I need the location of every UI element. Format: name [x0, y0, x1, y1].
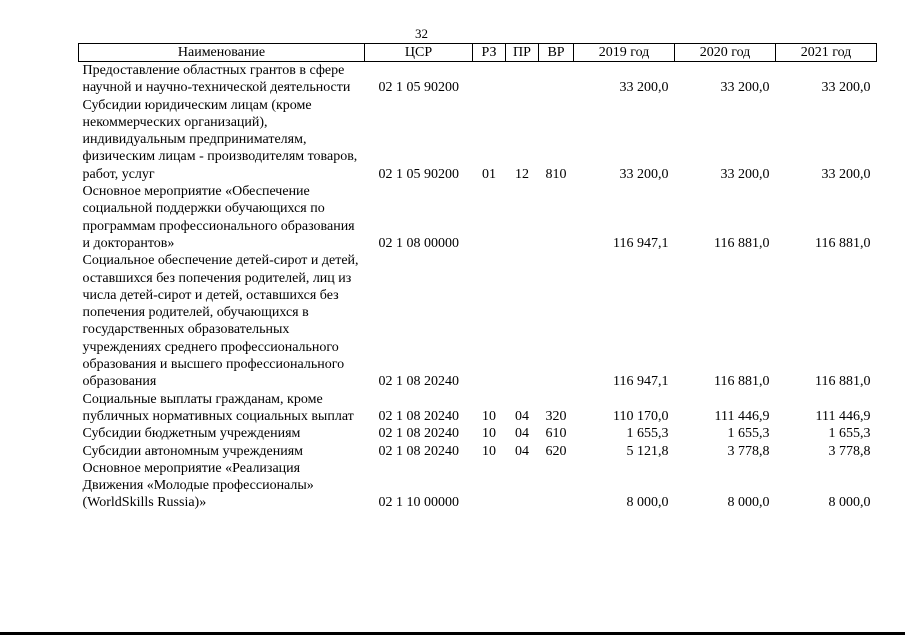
row-2019: 116 947,1 — [613, 374, 669, 390]
row-vr: 620 — [545, 443, 567, 459]
row-csr: 02 1 08 20240 — [378, 408, 459, 424]
row-pr: 04 — [515, 426, 529, 442]
row-name: Субсидии юридическим лицам (кроме некоммерческих организаций), индивидуальным предпринимателям, физическим лицам - производителям товаров, работ, услуг — [82, 97, 358, 182]
table-row — [79, 391, 877, 426]
row-vr — [539, 62, 574, 97]
row-2020: 33 200,0 — [720, 80, 770, 96]
budget-table — [78, 43, 877, 512]
header-csr: ЦСР — [365, 44, 473, 62]
row-2019: 33 200,0 — [619, 80, 669, 96]
page-bottom-border — [0, 632, 905, 635]
row-vr: 810 — [545, 166, 567, 182]
row-2021: 1 655,3 — [828, 426, 871, 442]
row-2021: 33 200,0 — [821, 166, 871, 182]
row-2019: 33 200,0 — [619, 166, 669, 182]
row-2019: 116 947,1 — [613, 235, 669, 251]
row-2019: 1 655,3 — [626, 426, 669, 442]
row-name: Основное мероприятие «Реализация Движения «Молодые профессионалы» (WorldSkills Russia)» — [82, 460, 314, 511]
row-name: Основное мероприятие «Обеспечение социальной поддержки обучающихся по программам профессионального образования и докторантов» — [82, 184, 355, 251]
row-pr: 04 — [515, 443, 529, 459]
row-pr — [506, 460, 539, 512]
row-2021: 116 881,0 — [815, 374, 871, 390]
row-pr: 12 — [515, 166, 529, 182]
row-rz — [473, 62, 506, 97]
row-name: Социальные выплаты гражданам, кроме публичных нормативных социальных выплат — [82, 391, 354, 424]
page-number — [0, 27, 905, 41]
header-name: Наименование — [79, 44, 365, 62]
table-row — [79, 425, 877, 442]
row-2020: 1 655,3 — [727, 426, 770, 442]
row-csr: 02 1 08 20240 — [378, 426, 459, 442]
row-2019: 110 170,0 — [613, 408, 669, 424]
row-rz: 01 — [482, 166, 496, 182]
row-name: Предоставление областных грантов в сфере научной и научно-технической деятельности — [82, 63, 351, 96]
row-rz: 10 — [482, 426, 496, 442]
table-row — [79, 183, 877, 252]
page-number-text: 32 — [415, 26, 428, 41]
header-2019: 2019 год — [574, 44, 675, 62]
row-name: Социальное обеспечение детей-сирот и детей, оставшихся без попечения родителей, лиц из числа детей-сирот и детей, оставшихся без попечения родителей, обучающихся в государственных образовательных учреждениях среднего профессионального образования и высшего профессионального образования — [82, 253, 359, 390]
row-csr: 02 1 05 90200 — [378, 166, 459, 182]
row-csr: 02 1 08 20240 — [378, 374, 459, 390]
row-vr: 610 — [545, 426, 567, 442]
row-rz: 10 — [482, 443, 496, 459]
row-rz — [473, 460, 506, 512]
row-2021: 33 200,0 — [821, 80, 871, 96]
row-vr — [539, 183, 574, 252]
row-pr — [506, 252, 539, 390]
header-2021: 2021 год — [776, 44, 877, 62]
table-header-row — [79, 44, 877, 62]
row-2020: 116 881,0 — [714, 235, 770, 251]
row-2021: 111 446,9 — [815, 408, 871, 424]
row-csr: 02 1 08 00000 — [378, 235, 459, 251]
header-rz: РЗ — [473, 44, 506, 62]
table-row — [79, 97, 877, 183]
row-2021: 8 000,0 — [828, 495, 871, 511]
row-2020: 8 000,0 — [727, 495, 770, 511]
row-pr: 04 — [515, 408, 529, 424]
row-rz — [473, 252, 506, 390]
row-2019: 5 121,8 — [626, 443, 669, 459]
row-2020: 33 200,0 — [720, 166, 770, 182]
row-2020: 116 881,0 — [714, 374, 770, 390]
header-vr: ВР — [539, 44, 574, 62]
row-vr: 320 — [545, 408, 567, 424]
header-2020: 2020 год — [675, 44, 776, 62]
row-2019: 8 000,0 — [626, 495, 669, 511]
row-2021: 116 881,0 — [815, 235, 871, 251]
table-row — [79, 460, 877, 512]
row-csr: 02 1 08 20240 — [378, 443, 459, 459]
table-row — [79, 443, 877, 460]
row-vr — [539, 460, 574, 512]
header-pr: ПР — [506, 44, 539, 62]
row-pr — [506, 62, 539, 97]
row-2020: 3 778,8 — [727, 443, 770, 459]
row-2021: 3 778,8 — [828, 443, 871, 459]
row-csr: 02 1 05 90200 — [378, 80, 459, 96]
row-vr — [539, 252, 574, 390]
row-rz: 10 — [482, 408, 496, 424]
row-csr: 02 1 10 00000 — [378, 495, 459, 511]
row-pr — [506, 183, 539, 252]
row-name: Субсидии автономным учреждениям — [82, 443, 304, 459]
row-2020: 111 446,9 — [714, 408, 770, 424]
table-row — [79, 252, 877, 390]
table-row — [79, 62, 877, 97]
row-rz — [473, 183, 506, 252]
row-name: Субсидии бюджетным учреждениям — [82, 426, 301, 442]
